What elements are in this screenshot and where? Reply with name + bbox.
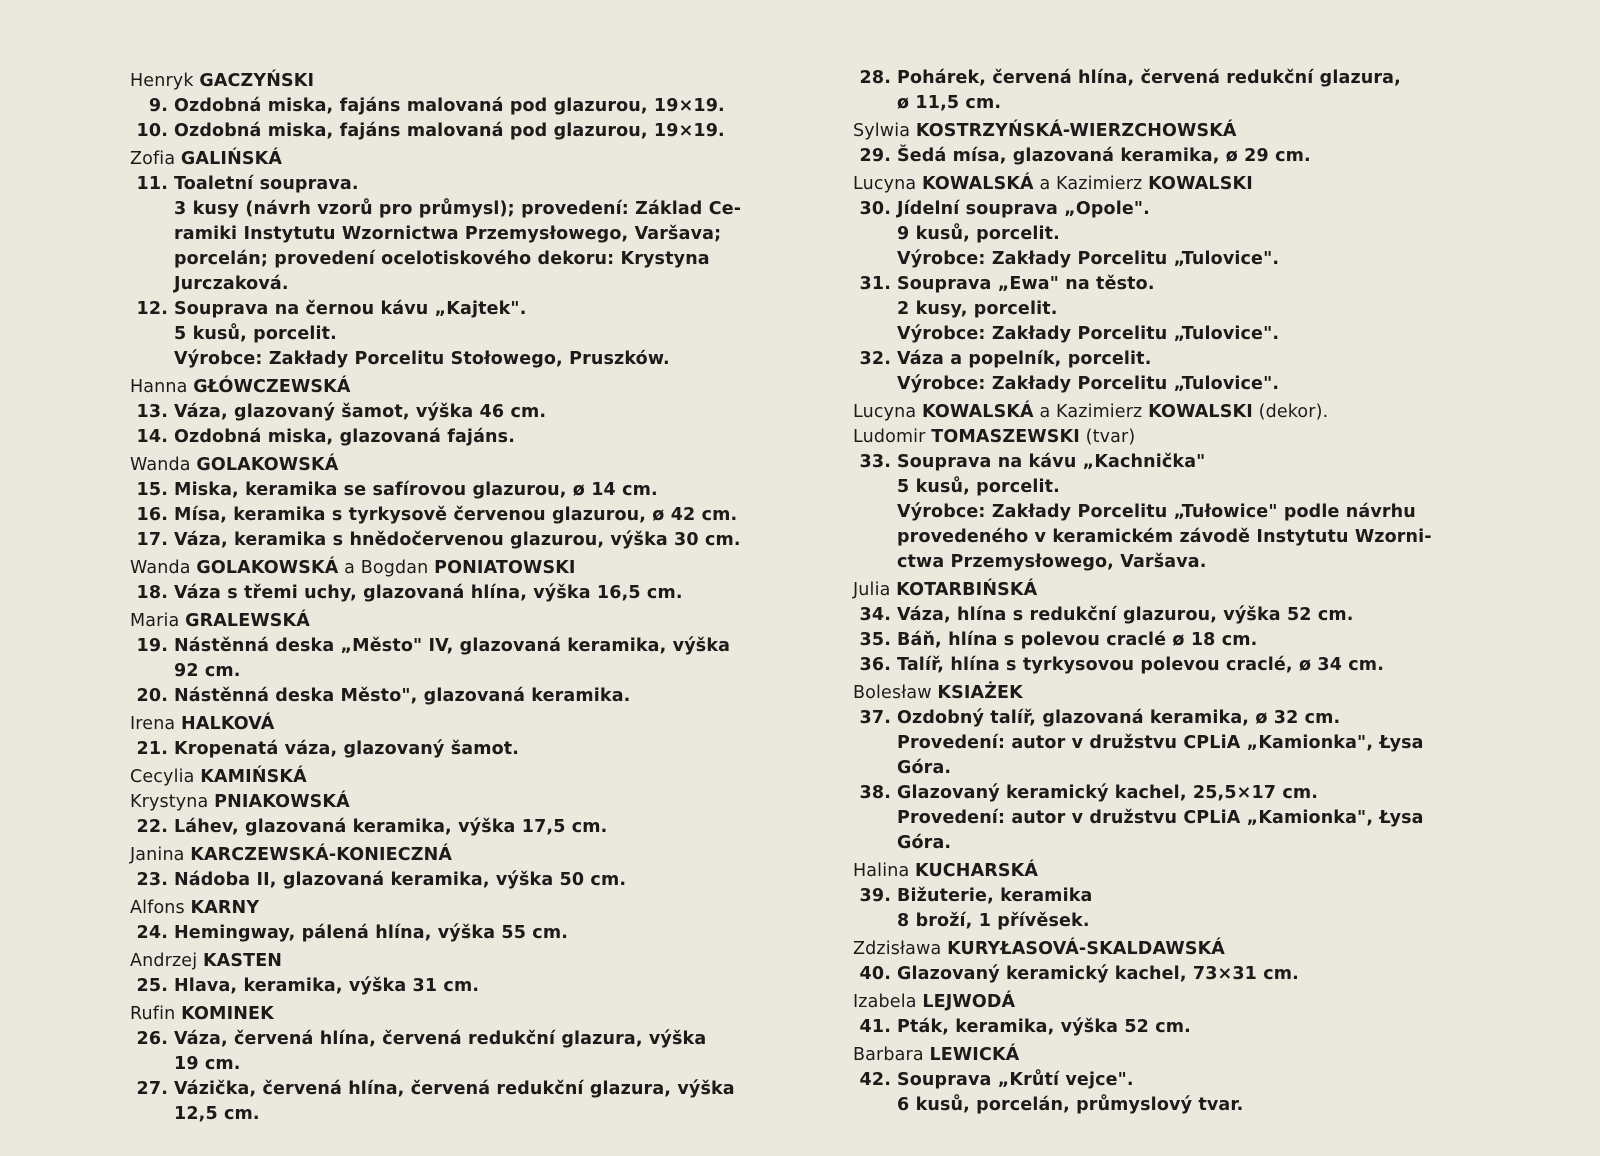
catalog-item <box>130 868 755 893</box>
catalog-item <box>130 581 755 606</box>
item-number: 27. <box>136 1079 168 1099</box>
item-description: Souprava „Krůtí vejce". <box>897 1070 1134 1090</box>
item-number: 14. <box>136 427 168 447</box>
catalog-item <box>130 119 755 144</box>
artist-name: Izabela LEJWODÁ <box>853 992 1016 1012</box>
item-description: Souprava „Ewa" na těsto. <box>897 274 1155 294</box>
item-number: 39. <box>859 886 891 906</box>
item-description: Souprava na černou kávu „Kajtek". <box>174 299 527 319</box>
item-number: 32. <box>859 349 891 369</box>
catalog-item <box>853 197 1453 222</box>
item-description: Glazovaný keramický kachel, 73×31 cm. <box>897 964 1299 984</box>
item-description: Báň, hlína s polevou craclé ø 18 cm. <box>897 630 1258 650</box>
item-number: 9. <box>148 96 168 116</box>
catalog-item <box>853 450 1453 475</box>
item-detail-line: provedeného v keramickém závodě Instytutu Wzorni- <box>897 527 1432 547</box>
catalog-item <box>130 94 755 119</box>
item-number: 18. <box>136 583 168 603</box>
catalog-item <box>853 144 1453 169</box>
item-description: Toaletní souprava. <box>174 174 359 194</box>
catalog-item <box>130 400 755 425</box>
item-description: Souprava na kávu „Kachnička" <box>897 452 1206 472</box>
artist-name: Halina KUCHARSKÁ <box>853 861 1039 881</box>
artist-name: Hanna GŁÓWCZEWSKÁ <box>130 377 351 397</box>
catalog-item <box>130 297 755 322</box>
catalog-item <box>130 737 755 762</box>
artist-name: Zofia GALIŃSKÁ <box>130 149 283 169</box>
catalog-item <box>853 66 1453 91</box>
item-detail-line: 6 kusů, porcelán, průmyslový tvar. <box>897 1095 1244 1115</box>
item-detail-line: Góra. <box>897 833 952 853</box>
item-detail-line: ramiki Instytutu Wzornictwa Przemysłowego, Varšava; <box>174 224 722 244</box>
item-number: 30. <box>859 199 891 219</box>
catalog-item <box>853 962 1453 987</box>
item-number: 26. <box>136 1029 168 1049</box>
catalog-item <box>130 172 755 197</box>
item-description: Kropenatá váza, glazovaný šamot. <box>174 739 520 759</box>
artist-name: Wanda GOLAKOWSKÁ a Bogdan PONIATOWSKI <box>130 558 576 578</box>
item-detail-line: Výrobce: Zakłady Porcelitu „Tulovice". <box>897 249 1280 269</box>
item-number: 23. <box>136 870 168 890</box>
item-description: Ozdobná miska, fajáns malovaná pod glazurou, 19×19. <box>174 96 725 116</box>
item-detail-line: 19 cm. <box>174 1054 241 1074</box>
item-description: Ozdobná miska, fajáns malovaná pod glazurou, 19×19. <box>174 121 725 141</box>
catalog-item <box>130 815 755 840</box>
item-number: 42. <box>859 1070 891 1090</box>
item-detail-line: Výrobce: Zakłady Porcelitu Stołowego, Pruszków. <box>174 349 670 369</box>
catalog-item <box>853 1015 1453 1040</box>
artist-name: Irena HALKOVÁ <box>130 714 275 734</box>
artist-name: Sylwia KOSTRZYŃSKÁ-WIERZCHOWSKÁ <box>853 121 1237 141</box>
item-number: 19. <box>136 636 168 656</box>
item-detail-line: Výrobce: Zakłady Porcelitu „Tulovice". <box>897 374 1280 394</box>
right-column <box>853 66 1453 1118</box>
artist-name: Cecylia KAMIŃSKÁ <box>130 767 307 787</box>
artist-name: Krystyna PNIAKOWSKÁ <box>130 792 350 812</box>
item-detail-line: porcelán; provedení ocelotiskového dekoru: Krystyna <box>174 249 710 269</box>
item-description: Nádoba II, glazovaná keramika, výška 50 cm. <box>174 870 627 890</box>
artist-name: Andrzej KASTEN <box>130 951 283 971</box>
item-description: Miska, keramika se safírovou glazurou, ø 14 cm. <box>174 480 658 500</box>
item-detail-line: Provedení: autor v družstvu CPLiA „Kamionka", Łysa <box>897 733 1424 753</box>
item-detail-line: Výrobce: Zakłady Porcelitu „Tulovice". <box>897 324 1280 344</box>
item-detail-line: ø 11,5 cm. <box>897 93 1002 113</box>
artist-name: Ludomir TOMASZEWSKI (tvar) <box>853 427 1136 447</box>
catalog-item <box>853 1068 1453 1093</box>
item-number: 40. <box>859 964 891 984</box>
artist-name: Maria GRALEWSKÁ <box>130 611 310 631</box>
catalog-item <box>853 884 1453 909</box>
item-description: Váza s třemi uchy, glazovaná hlína, výška 16,5 cm. <box>174 583 683 603</box>
item-number: 31. <box>859 274 891 294</box>
catalog-item <box>853 272 1453 297</box>
item-description: Váza, červená hlína, červená redukční glazura, výška <box>174 1029 707 1049</box>
item-detail-line: Jurczaková. <box>174 274 289 294</box>
item-description: Ozdobná miska, glazovaná fajáns. <box>174 427 516 447</box>
item-description: Mísa, keramika s tyrkysově červenou glazurou, ø 42 cm. <box>174 505 738 525</box>
item-number: 12. <box>136 299 168 319</box>
item-number: 21. <box>136 739 168 759</box>
item-description: Ozdobný talíř, glazovaná keramika, ø 32 cm. <box>897 708 1341 728</box>
artist-name: Zdzisława KURYŁASOVÁ-SKALDAWSKÁ <box>853 939 1225 959</box>
artist-name: Lucyna KOWALSKÁ a Kazimierz KOWALSKI <box>853 174 1253 194</box>
item-detail-line: Výrobce: Zakłady Porcelitu „Tułowice" podle návrhu <box>897 502 1416 522</box>
item-number: 38. <box>859 783 891 803</box>
item-description: Talíř, hlína s tyrkysovou polevou craclé, ø 34 cm. <box>897 655 1384 675</box>
item-number: 24. <box>136 923 168 943</box>
item-description: Vázička, červená hlína, červená redukční glazura, výška <box>174 1079 735 1099</box>
item-detail-line: 5 kusů, porcelit. <box>174 324 337 344</box>
item-number: 35. <box>859 630 891 650</box>
item-detail-line: Provedení: autor v družstvu CPLiA „Kamionka", Łysa <box>897 808 1424 828</box>
catalog-item <box>853 653 1453 678</box>
artist-name: Bolesław KSIAŻEK <box>853 683 1023 703</box>
item-number: 16. <box>136 505 168 525</box>
item-detail-line: 5 kusů, porcelit. <box>897 477 1060 497</box>
item-description: Hlava, keramika, výška 31 cm. <box>174 976 480 996</box>
item-detail-line: 2 kusy, porcelit. <box>897 299 1058 319</box>
item-description: Šedá mísa, glazovaná keramika, ø 29 cm. <box>897 146 1311 166</box>
artist-name: Henryk GACZYŃSKI <box>130 71 315 91</box>
item-description: Váza, glazovaný šamot, výška 46 cm. <box>174 402 547 422</box>
item-detail-line: 12,5 cm. <box>174 1104 260 1124</box>
catalog-item <box>130 1077 755 1102</box>
catalog-item <box>130 503 755 528</box>
item-number: 15. <box>136 480 168 500</box>
catalog-item <box>853 628 1453 653</box>
item-description: Láhev, glazovaná keramika, výška 17,5 cm. <box>174 817 608 837</box>
item-number: 11. <box>136 174 168 194</box>
item-description: Nástěnná deska „Město" IV, glazovaná keramika, výška <box>174 636 731 656</box>
item-description: Hemingway, pálená hlína, výška 55 cm. <box>174 923 569 943</box>
artist-name: Lucyna KOWALSKÁ a Kazimierz KOWALSKI (dekor). <box>853 402 1329 422</box>
artist-name: Janina KARCZEWSKÁ-KONIECZNÁ <box>130 845 453 865</box>
item-detail-line: 3 kusy (návrh vzorů pro průmysl); provedení: Základ Ce- <box>174 199 742 219</box>
item-description: Glazovaný keramický kachel, 25,5×17 cm. <box>897 783 1319 803</box>
artist-name: Alfons KARNY <box>130 898 260 918</box>
item-number: 22. <box>136 817 168 837</box>
catalog-item <box>130 684 755 709</box>
catalog-item <box>130 921 755 946</box>
item-number: 28. <box>859 68 891 88</box>
item-description: Nástěnná deska Město", glazovaná keramika. <box>174 686 631 706</box>
artist-name: Julia KOTARBIŃSKÁ <box>853 580 1038 600</box>
catalog-item <box>130 478 755 503</box>
item-number: 25. <box>136 976 168 996</box>
item-description: Jídelní souprava „Opole". <box>897 199 1150 219</box>
catalog-item <box>853 781 1453 806</box>
item-number: 36. <box>859 655 891 675</box>
item-description: Bižuterie, keramika <box>897 886 1093 906</box>
item-detail-line: 92 cm. <box>174 661 241 681</box>
catalog-item <box>130 974 755 999</box>
item-number: 10. <box>136 121 168 141</box>
item-number: 37. <box>859 708 891 728</box>
item-number: 13. <box>136 402 168 422</box>
item-number: 29. <box>859 146 891 166</box>
left-column <box>130 66 755 1127</box>
item-number: 20. <box>136 686 168 706</box>
item-description: Váza, keramika s hnědočervenou glazurou, výška 30 cm. <box>174 530 741 550</box>
item-detail-line: 9 kusů, porcelit. <box>897 224 1060 244</box>
item-number: 33. <box>859 452 891 472</box>
item-number: 41. <box>859 1017 891 1037</box>
catalog-item <box>853 347 1453 372</box>
catalog-item <box>853 706 1453 731</box>
item-description: Pohárek, červená hlína, červená redukční glazura, <box>897 68 1401 88</box>
catalog-item <box>130 634 755 659</box>
catalog-item <box>130 425 755 450</box>
item-detail-line: Góra. <box>897 758 952 778</box>
artist-name: Barbara LEWICKÁ <box>853 1045 1020 1065</box>
item-description: Pták, keramika, výška 52 cm. <box>897 1017 1191 1037</box>
catalog-item <box>130 1027 755 1052</box>
artist-name: Wanda GOLAKOWSKÁ <box>130 455 339 475</box>
catalog-item <box>130 528 755 553</box>
item-detail-line: 8 broží, 1 přívěsek. <box>897 911 1090 931</box>
item-description: Váza a popelník, porcelit. <box>897 349 1152 369</box>
item-description: Váza, hlína s redukční glazurou, výška 52 cm. <box>897 605 1354 625</box>
item-number: 34. <box>859 605 891 625</box>
item-number: 17. <box>136 530 168 550</box>
item-detail-line: ctwa Przemysłowego, Varšava. <box>897 552 1207 572</box>
catalog-item <box>853 603 1453 628</box>
artist-name: Rufin KOMINEK <box>130 1004 274 1024</box>
